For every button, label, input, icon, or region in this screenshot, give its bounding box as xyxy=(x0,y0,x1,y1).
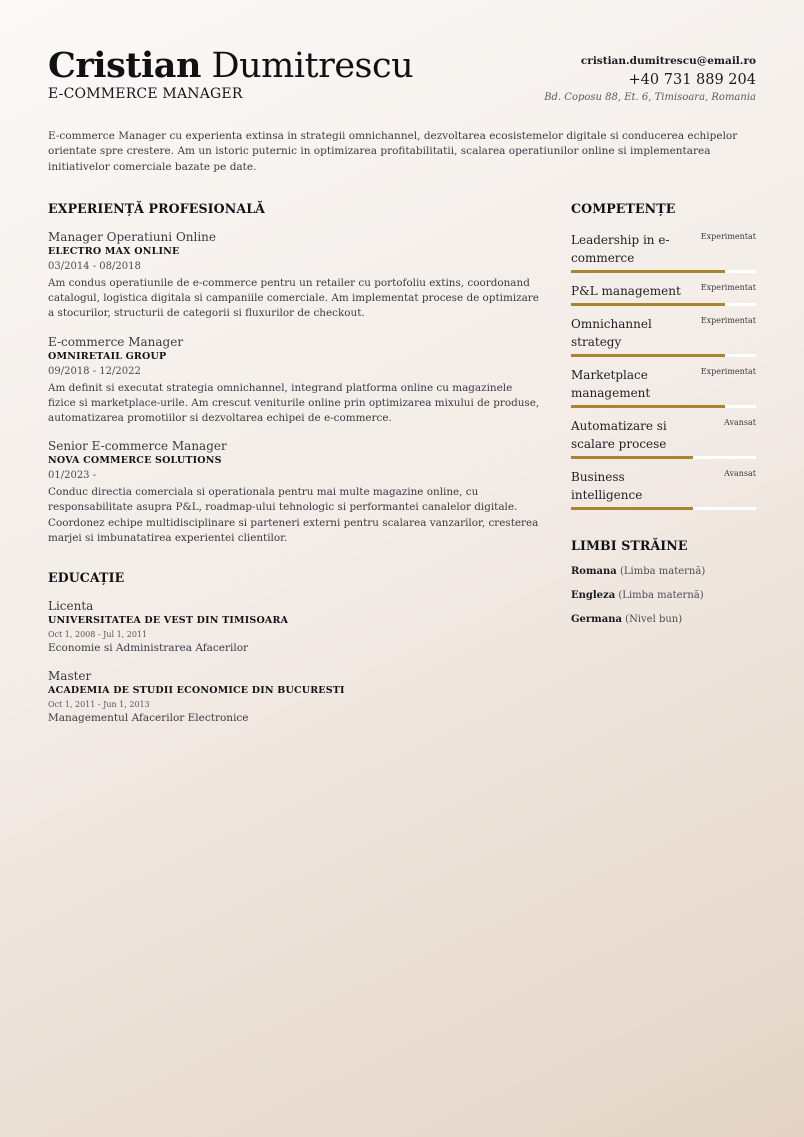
skill-level: Experimentat xyxy=(700,316,756,325)
candidate-name xyxy=(48,44,413,88)
languages-section xyxy=(571,538,756,627)
skill-bar xyxy=(571,270,756,273)
language-level: (Limba maternă) xyxy=(619,566,706,577)
experience-description: Am condus operatiunile de e-commerce pentru un retailer cu portofoliu extins, coordonand catalogul, logistica digitala si campaniile comerciale. Am implementat procese de optimizare a stocurilor, structurii de categorii si fluxurilor de checkout. xyxy=(48,277,539,320)
experience-role: Senior E-commerce Manager xyxy=(48,439,227,454)
skill-level: Avansat xyxy=(724,469,756,478)
skill-bar-fill xyxy=(571,405,725,408)
experience-role: E-commerce Manager xyxy=(48,334,184,349)
experience-section-title: EXPERIENȚĂ PROFESIONALĂ xyxy=(48,201,266,216)
contact-phone[interactable]: +40 731 889 204 xyxy=(628,72,756,88)
language-item xyxy=(571,589,756,603)
experience-item xyxy=(48,334,543,427)
sidebar-column xyxy=(571,201,756,637)
language-level: (Nivel bun) xyxy=(625,614,683,625)
skill-item xyxy=(571,282,756,306)
skill-item xyxy=(571,231,756,273)
language-item xyxy=(571,613,756,627)
skill-name: Leadership in e-commerce xyxy=(571,233,670,265)
skill-bar-fill xyxy=(571,270,725,273)
languages-section-title: LIMBI STRĂINE xyxy=(571,538,688,553)
experience-item xyxy=(48,438,543,546)
education-dates: Oct 1, 2011 - Jun 1, 2013 xyxy=(48,700,150,710)
skill-bar xyxy=(571,405,756,408)
profile-summary: E-commerce Manager cu experienta extinsa in strategii omnichannel, dezvoltarea ecosistemelor digitale si conducerea echipelor orientate spre crestere. Am un istoric puternic in optimizarea profitabilitatii, scalarea operatiunilor online si implementarea initiativelor comerciale bazate pe date. xyxy=(48,130,738,173)
education-section-title: EDUCAȚIE xyxy=(48,570,125,586)
skills-section-title: COMPETENȚE xyxy=(571,201,676,216)
education-degree: Master xyxy=(48,669,92,684)
experience-dates: 03/2014 - 08/2018 xyxy=(48,261,141,272)
experience-dates: 01/2023 - xyxy=(48,470,97,482)
skill-item xyxy=(571,417,756,459)
skill-bar-fill xyxy=(571,507,693,510)
education-field: Managementul Afacerilor Electronice xyxy=(48,712,249,725)
skill-name: Business intelligence xyxy=(571,470,643,502)
contact-block xyxy=(544,54,756,105)
skill-bar xyxy=(571,456,756,459)
first-name: Cristian xyxy=(48,45,201,86)
skill-level: Experimentat xyxy=(700,232,756,241)
language-name: Romana xyxy=(571,566,617,577)
education-item xyxy=(48,668,543,726)
skill-item xyxy=(571,366,756,408)
experience-dates: 09/2018 - 12/2022 xyxy=(48,365,141,377)
skill-name: Marketplace management xyxy=(571,368,651,400)
last-name: Dumitrescu xyxy=(211,46,414,86)
education-school: UNIVERSITATEA DE VEST DIN TIMISOARA xyxy=(48,615,289,627)
experience-company: OMNIRETAIL GROUP xyxy=(48,350,167,362)
skill-bar-fill xyxy=(571,354,725,357)
skill-bar xyxy=(571,507,756,510)
education-school: ACADEMIA DE STUDII ECONOMICE DIN BUCURESTI xyxy=(48,685,345,697)
skill-bar xyxy=(571,354,756,357)
skill-item xyxy=(571,468,756,510)
contact-address: Bd. Coposu 88, Et. 6, Timisoara, Romania xyxy=(544,92,756,103)
language-level: (Limba maternă) xyxy=(618,590,704,601)
language-name: Engleza xyxy=(571,590,616,601)
skill-level: Experimentat xyxy=(700,367,756,376)
experience-role: Manager Operatiuni Online xyxy=(48,230,217,244)
experience-company: NOVA COMMERCE SOLUTIONS xyxy=(48,455,222,467)
job-title: E-COMMERCE MANAGER xyxy=(48,86,243,102)
experience-description: Am definit si executat strategia omnichannel, integrand platforma online cu magazinele fizice si marketplace-urile. Am crescut veniturile online prin optimizarea mixului de produse, automatizarea promotiilor si dezvoltarea echipei de e-commerce. xyxy=(48,381,540,425)
education-degree: Licenta xyxy=(48,599,94,614)
education-dates: Oct 1, 2008 - Jul 1, 2011 xyxy=(48,630,148,640)
education-item xyxy=(48,598,543,656)
skill-name: Omnichannel strategy xyxy=(571,317,652,349)
skill-bar xyxy=(571,303,756,306)
contact-email[interactable]: cristian.dumitrescu@email.ro xyxy=(580,55,756,67)
education-section xyxy=(48,570,543,726)
language-name: Germana xyxy=(571,614,622,625)
experience-description: Conduc directia comerciala si operationala pentru mai multe magazine online, cu responsabilitate asupra P&L, roadmap-ului tehnologic si performantei canalelor digitale. Coordonez echipe multidisciplinare si parteneri externi pentru scalarea vanzarilor, cresterea marjei si imbunatatirea experientei clientilor. xyxy=(48,486,539,544)
skill-level: Avansat xyxy=(724,418,756,427)
experience-company: ELECTRO MAX ONLINE xyxy=(48,246,180,257)
skill-bar-fill xyxy=(571,456,693,459)
skill-item xyxy=(571,315,756,357)
main-column xyxy=(48,201,543,738)
skill-bar-fill xyxy=(571,303,725,306)
experience-item xyxy=(48,229,543,322)
education-field: Economie si Administrarea Afacerilor xyxy=(48,642,249,655)
skill-name: Automatizare si scalare procese xyxy=(571,419,667,451)
language-item xyxy=(571,565,756,579)
skill-name: P&L management xyxy=(571,284,681,298)
skill-level: Experimentat xyxy=(700,283,756,292)
